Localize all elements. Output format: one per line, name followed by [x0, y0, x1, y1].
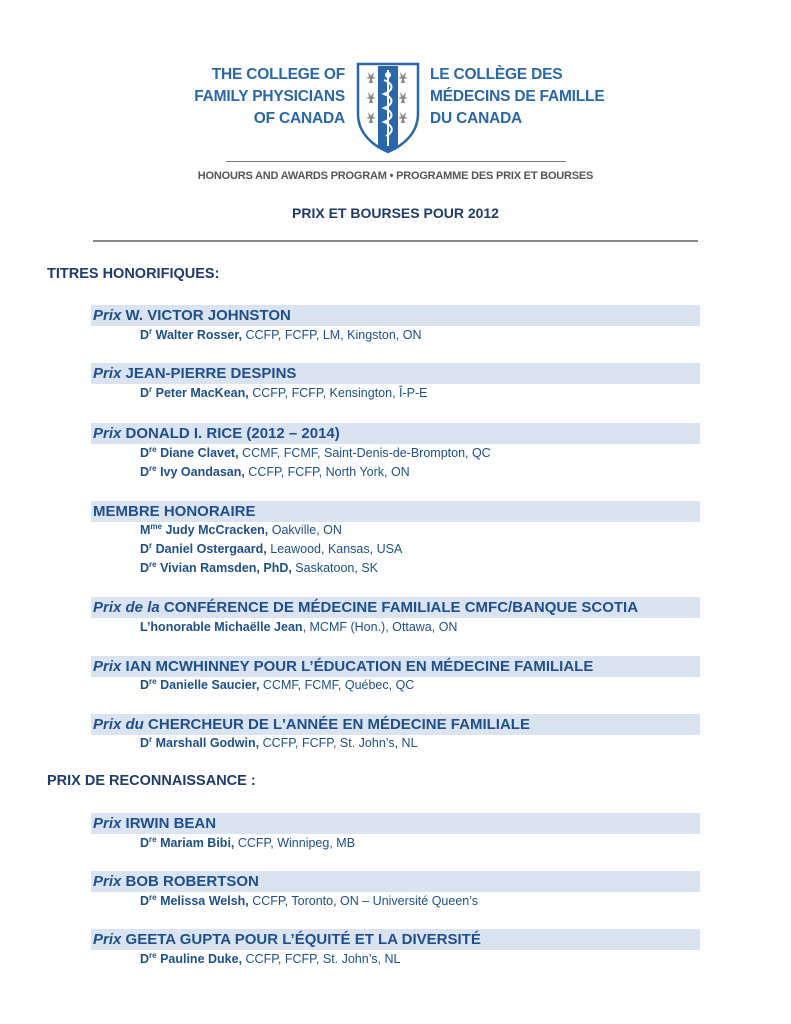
recipient-line [140, 951, 400, 966]
award-prefix: Prix de la [93, 599, 160, 616]
award-heading [91, 363, 700, 384]
award-name: CHERCHEUR DE L'ANNÉE EN MÉDECINE FAMILIALE [143, 716, 530, 733]
award-heading [91, 714, 700, 735]
award-prefix: Prix du [93, 716, 144, 733]
recipient-line [140, 327, 421, 342]
recipient-details: Oakville, ON [268, 523, 342, 538]
award-heading [91, 501, 700, 522]
honorific: M [140, 523, 151, 538]
recipient-details: CCMF, FCMF, Saint-Denis-de-Brompton, QC [238, 446, 491, 461]
award-name: W. VICTOR JOHNSTON [121, 307, 291, 324]
award-prefix: Prix [93, 815, 122, 832]
logo-fr-line: MÉDECINS DE FAMILLE [430, 88, 605, 105]
recipient-details: CCFP, FCFP, Kensington, Î-P-E [248, 386, 428, 401]
award-name: MEMBRE HONORAIRE [93, 503, 256, 520]
award-name: CONFÉRENCE DE MÉDECINE FAMILIALE CMFC/BANQUE SCOTIA [159, 599, 639, 616]
honorific-suffix: re [149, 464, 157, 473]
honorific-suffix: me [150, 522, 162, 531]
section-heading-titres-honorifiques: TITRES HONORIFIQUES: [47, 266, 220, 282]
recipient-details: Leawood, Kansas, USA [266, 542, 403, 557]
recipient-name: Peter MacKean, [152, 386, 249, 401]
college-crest-icon [354, 62, 422, 154]
honorific-suffix: re [149, 893, 157, 902]
logo-text-french [430, 64, 604, 130]
logo-en-line: OF CANADA [253, 110, 345, 127]
recipient-name: Judy McCracken, [161, 523, 269, 538]
award-prefix: Prix [93, 425, 122, 442]
honorific-suffix: re [149, 560, 157, 569]
recipient-name: L’honorable Michaëlle Jean [140, 620, 303, 635]
logo-fr-line: DU CANADA [430, 110, 523, 127]
award-prefix: Prix [93, 873, 122, 890]
recipient-line [140, 677, 414, 692]
recipient-details: CCFP, FCFP, St. John’s, NL [259, 736, 418, 751]
honorific-suffix: re [149, 445, 157, 454]
honorific: D [140, 446, 150, 461]
recipient-name: Walter Rosser, [152, 328, 243, 343]
honorific-suffix: r [149, 735, 153, 744]
recipient-line [140, 385, 428, 400]
recipient-name: Vivian Ramsden, PhD, [156, 561, 292, 576]
honorific-suffix: re [149, 835, 157, 844]
recipient-name: Danielle Saucier, [156, 678, 260, 693]
recipient-line [140, 893, 478, 908]
recipient-name: Diane Clavet, [156, 446, 239, 461]
recipient-name: Marshall Godwin, [152, 736, 260, 751]
logo-text-english [194, 64, 345, 130]
recipient-name: Mariam Bibi, [156, 836, 235, 851]
logo-en-line: FAMILY PHYSICIANS [194, 88, 345, 105]
honorific-suffix: r [149, 385, 153, 394]
honorific: D [140, 465, 150, 480]
award-name: JEAN-PIERRE DESPINS [121, 365, 297, 382]
honorific-suffix: re [149, 951, 157, 960]
recipient-details: CCFP, FCFP, LM, Kingston, ON [242, 328, 422, 343]
recipient-name: Ivy Oandasan, [156, 465, 245, 480]
award-heading [91, 597, 700, 618]
title-divider [93, 240, 698, 242]
recipient-line [140, 619, 457, 634]
award-name: IAN MCWHINNEY POUR L’ÉDUCATION EN MÉDECINE FAMILIALE [121, 658, 594, 675]
honorific: D [140, 894, 150, 909]
award-prefix: Prix [93, 307, 122, 324]
award-name: BOB ROBERTSON [121, 873, 259, 890]
honorific: D [140, 386, 150, 401]
award-heading [91, 929, 700, 950]
program-subtitle: HONOURS AND AWARDS PROGRAM • PROGRAMME DES PRIX ET BOURSES [197, 170, 594, 182]
award-name: DONALD I. RICE (2012 – 2014) [121, 425, 340, 442]
recipient-line [140, 445, 491, 460]
logo-en-line: THE COLLEGE OF [211, 66, 345, 83]
honorific-suffix: re [149, 677, 157, 686]
award-prefix: Prix [93, 931, 122, 948]
award-prefix: Prix [93, 658, 122, 675]
award-heading [91, 423, 700, 444]
recipient-details: Saskatoon, SK [291, 561, 378, 576]
recipient-line [140, 464, 410, 479]
award-heading [91, 656, 700, 677]
recipient-line [140, 735, 418, 750]
logo-fr-line: LE COLLÈGE DES [430, 66, 563, 83]
section-heading-prix-reconnaissance: PRIX DE RECONNAISSANCE : [47, 773, 256, 789]
award-name: GEETA GUPTA POUR L’ÉQUITÉ ET LA DIVERSITÉ [121, 931, 481, 948]
honorific: D [140, 561, 150, 576]
honorific: D [140, 836, 150, 851]
honorific: D [140, 952, 150, 967]
recipient-line [140, 522, 342, 537]
document-header [0, 62, 791, 162]
recipient-details: CCMF, FCMF, Québec, QC [259, 678, 415, 693]
recipient-details: CCFP, Winnipeg, MB [234, 836, 356, 851]
honorific: D [140, 736, 150, 751]
honorific: D [140, 542, 150, 557]
recipient-details: CCFP, Toronto, ON – Université Queen’s [248, 894, 479, 909]
recipient-details: CCFP, FCFP, St. John’s, NL [242, 952, 401, 967]
recipient-line [140, 835, 355, 850]
award-prefix: Prix [93, 365, 122, 382]
honorific-suffix: r [149, 541, 153, 550]
honorific: D [140, 328, 150, 343]
recipient-line [140, 541, 402, 556]
header-divider [226, 161, 566, 162]
award-name: IRWIN BEAN [121, 815, 217, 832]
recipient-name: Melissa Welsh, [156, 894, 249, 909]
recipient-details: CCFP, FCFP, North York, ON [244, 465, 410, 480]
honorific: D [140, 678, 150, 693]
award-heading [91, 813, 700, 834]
page-title: PRIX ET BOURSES POUR 2012 [292, 205, 499, 221]
award-heading [91, 305, 700, 326]
honorific-suffix: r [149, 327, 153, 336]
recipient-details: , MCMF (Hon.), Ottawa, ON [302, 620, 458, 635]
recipient-name: Pauline Duke, [156, 952, 243, 967]
recipient-name: Daniel Ostergaard, [152, 542, 267, 557]
award-heading [91, 871, 700, 892]
recipient-line [140, 560, 378, 575]
